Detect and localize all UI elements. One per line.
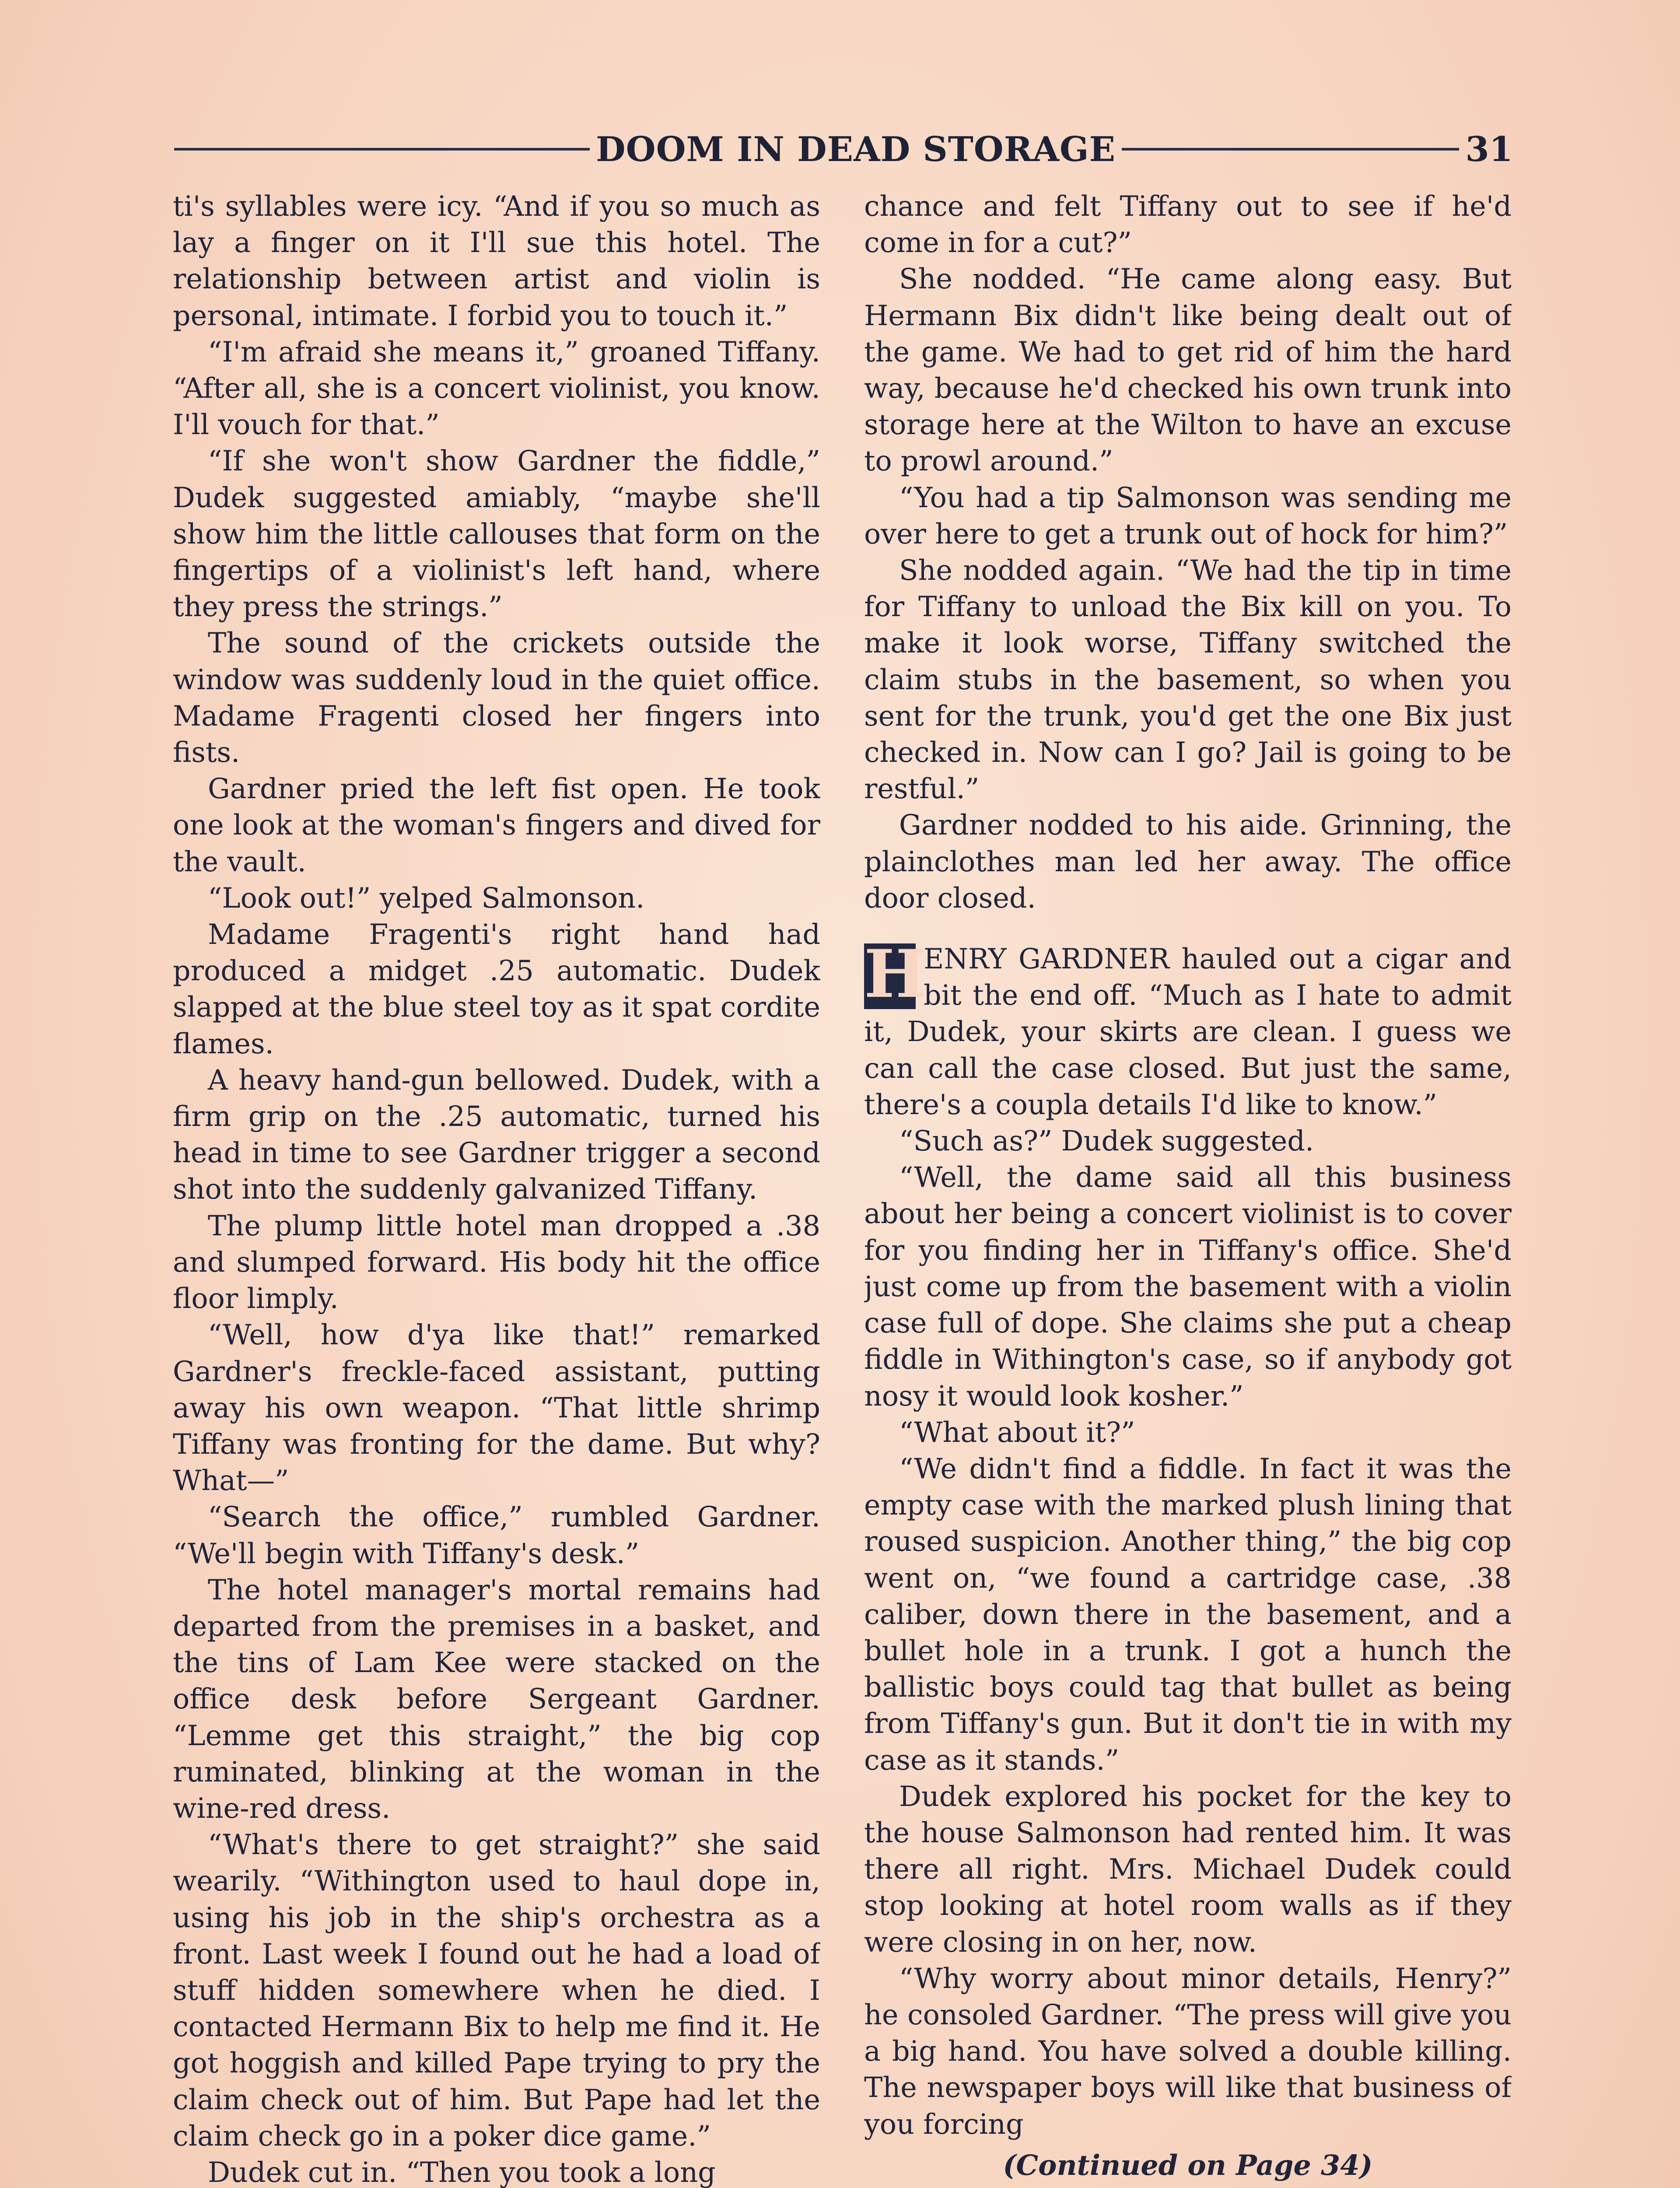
story-title: DOOM IN DEAD STORAGE xyxy=(596,129,1116,169)
paragraph: She nodded again. “We had the tip in time for Tiffany to unload the Bix kill on you. To make it look worse, Tiffany switched the claim stubs in the basement, so when you sent for the trunk, you'd get the one Bix just checked in. Now can I go? Jail is going to be restful.” xyxy=(864,554,1512,805)
paragraph: “You had a tip Salmonson was sending me over here to get a trunk out of hock for him?” xyxy=(864,481,1512,550)
page-header xyxy=(174,125,1513,173)
paragraph: “I'm afraid she means it,” groaned Tiffany. “After all, she is a concert violinist, you know. I'll vouch for that.” xyxy=(173,335,820,441)
paragraph: The plump little hotel man dropped a .38 and slumped forward. His body hit the office floor limply. xyxy=(173,1209,820,1315)
paragraph: “What about it?” xyxy=(899,1416,1135,1448)
paragraph: “We didn't find a fiddle. In fact it was the empty case with the marked plush lining that roused suspicion. Another thing,” the big cop went on, “we found a cartridge case, .38 caliber, down there in the basement, and a bullet hole in a trunk. I got a hunch the ballistic boys could tag that bullet as being from Tiffany's gun. But it don't tie in with my case as it stands.” xyxy=(864,1452,1512,1776)
paragraph: She nodded. “He came along easy. But Hermann Bix didn't like being dealt out of the game. We had to get rid of him the hard way, because he'd checked his own trunk into storage here at the Wilton to have an excuse to prowl around.” xyxy=(864,263,1512,477)
paragraph: Dudek explored his pocket for the key to the house Salmonson had rented him. It was there all right. Mrs. Michael Dudek could stop looking at hotel room walls as if they were closing in on her, now. xyxy=(864,1780,1512,1958)
paragraph: “Well, how d'ya like that!” remarked Gardner's freckle-faced assistant, putting away his own weapon. “That little shrimp Tiffany was fronting for the dame. But why? What—” xyxy=(173,1318,820,1497)
section-opening-paragraph xyxy=(864,936,1512,1123)
header-rule-right xyxy=(1122,148,1459,151)
paragraph: “What's there to get straight?” she said wearily. “Withington used to haul dope in, using his job in the ship's orchestra as a front. Last week I found out he had a load of stuff hidden somewhere when he died. I contacted Hermann Bix to help me find it. He got hoggish and killed Pape trying to pry the claim check out of him. But Pape had let the claim check go in a poker dice game.” xyxy=(173,1828,820,2152)
right-column xyxy=(864,188,1512,2188)
paragraph: Dudek cut in. “Then you took a long xyxy=(208,2156,716,2188)
page-number: 31 xyxy=(1465,129,1513,169)
paragraph: “Search the office,” rumbled Gardner. “We'll begin with Tiffany's desk.” xyxy=(173,1501,820,1570)
continued-notice: (Continued on Page 34) xyxy=(1003,2148,1373,2181)
paragraph: “If she won't show Gardner the fiddle,” Dudek suggested amiably, “maybe she'll show him the little callouses that form on the fingertips of a violinist's left hand, where they press the strings.” xyxy=(173,445,820,623)
drop-cap: H xyxy=(864,936,926,1013)
paragraph: The hotel manager's mortal remains had departed from the premises in a basket, and the tins of Lam Kee were stacked on the office desk before Sergeant Gardner. “Lemme get this straight,” the big cop ruminated, blinking at the woman in the wine-red dress. xyxy=(173,1573,820,1824)
section-opening-text: ENRY GARDNER hauled out a cigar and bit the end off. “Much as I hate to admit it, Dudek, your skirts are clean. I guess we can call the case closed. But just the same, there's a coupla details I'd like to know.” xyxy=(864,943,1512,1121)
paragraph: Madame Fragenti's right hand had produced a midget .25 automatic. Dudek slapped at the blue steel toy as it spat cordite flames. xyxy=(173,918,820,1060)
paragraph: Gardner nodded to his aide. Grinning, the plainclothes man led her away. The office door closed. xyxy=(864,809,1512,914)
paragraph: “Well, the dame said all this business about her being a concert violinist is to cover for you finding her in Tiffany's office. She'd just come up from the basement with a violin case full of dope. She claims she put a cheap fiddle in Withington's case, so if anybody got nosy it would look kosher.” xyxy=(864,1161,1512,1412)
paragraph: ti's syllables were icy. “And if you so much as lay a finger on it I'll sue this hotel. The relationship between artist and violin is personal, intimate. I forbid you to touch it.” xyxy=(173,190,820,332)
paragraph: Gardner pried the left fist open. He took one look at the woman's fingers and dived for the vault. xyxy=(173,772,820,878)
paragraph: “Look out!” yelped Salmonson. xyxy=(208,881,645,914)
paragraph: A heavy hand-gun bellowed. Dudek, with a firm grip on the .25 automatic, turned his head in time to see Gardner trigger a second shot into the suddenly galvanized Tiffany. xyxy=(173,1063,820,1206)
paragraph: “Such as?” Dudek suggested. xyxy=(899,1125,1314,1157)
paragraph: “Why worry about minor details, Henry?” he consoled Gardner. “The press will give you a big hand. You have solved a double killing. The newspaper boys will like that business of you forcing xyxy=(864,1962,1512,2140)
paragraph: The sound of the crickets outside the window was suddenly loud in the quiet office. Madame Fragenti closed her fingers into fists. xyxy=(173,627,820,769)
left-column xyxy=(173,188,820,2188)
paragraph: chance and felt Tiffany out to see if he'd come in for a cut?” xyxy=(864,190,1512,259)
header-rule-left xyxy=(174,148,590,151)
